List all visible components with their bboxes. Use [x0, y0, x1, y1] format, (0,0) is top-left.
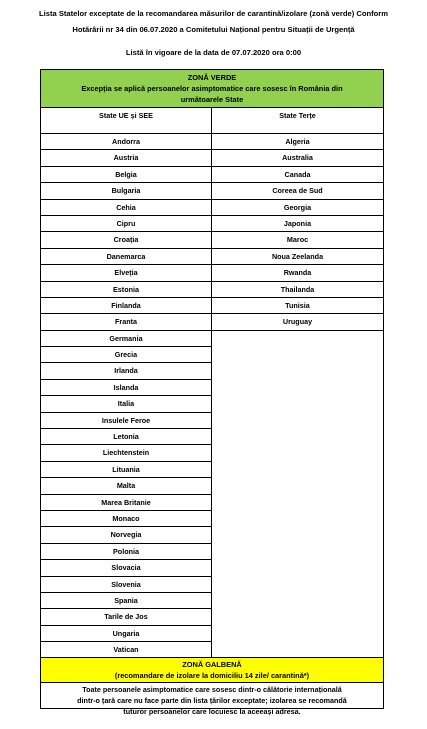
eu-country-cell: Liechtenstein [41, 445, 211, 461]
third-country-cell: Noua Zeelanda [212, 249, 383, 265]
eu-country-cell: Bulgaria [41, 183, 211, 199]
eu-country-cell: Malta [41, 478, 211, 494]
eu-country-cell: Cipru [41, 216, 211, 232]
eu-country-cell: Grecia [41, 347, 211, 363]
validity-subtitle: Listă în vigoare de la data de 07.07.2020 ora 0:00 [125, 48, 302, 57]
eu-country-cell: Andorra [41, 134, 211, 150]
eu-country-cell: Cehia [41, 200, 211, 216]
green-zone-header [41, 70, 383, 108]
eu-country-cell: Lituania [41, 462, 211, 478]
third-country-cell: Algeria [212, 134, 383, 150]
note-line-1: Toate persoanele asimptomatice care sosesc dintr-o călătorie internațională [82, 685, 342, 694]
header-gap [212, 124, 383, 134]
eu-country-cell: Insulele Feroe [41, 413, 211, 429]
eu-country-cell: Monaco [41, 511, 211, 527]
eu-country-cell: Belgia [41, 167, 211, 183]
yellow-zone-header [41, 657, 383, 683]
title-line-2: Hotărârii nr 34 din 06.07.2020 a Comitetului Național pentru Situații de Urgență [72, 25, 355, 34]
eu-country-cell: Slovenia [41, 577, 211, 593]
third-country-cell: Canada [212, 167, 383, 183]
note-line-2: dintr-o țară care nu face parte din lista țărilor exceptate; izolarea se recomandă [77, 695, 347, 705]
third-country-cell: Australia [212, 150, 383, 166]
eu-column-header: State UE și SEE [99, 111, 153, 120]
eu-country-cell: Estonia [41, 282, 211, 298]
eu-country-cell: Tarile de Jos [41, 609, 211, 625]
eu-country-cell: Letonia [41, 429, 211, 445]
third-country-cell: Japonia [212, 216, 383, 232]
eu-country-cell: Vatican [113, 645, 139, 655]
eu-country-cell: Norvegia [41, 527, 211, 543]
eu-country-cell: Spania [41, 593, 211, 609]
eu-country-cell: Germania [41, 331, 211, 347]
title-line-1: Lista Statelor exceptate de la recomandarea măsurilor de carantină/izolare (zonă verde) Conform [38, 9, 388, 18]
green-zone-description: Excepția se aplică persoanelor asimptomatice care sosesc în România din [81, 84, 343, 93]
header-gap [41, 124, 211, 134]
yellow-zone-subtitle: (recomandare de izolare la domiciliu 14 zile/ carantină*) [114, 671, 310, 680]
eu-country-cell: Polonia [41, 544, 211, 560]
note-line-3: tuturor persoanelor care locuiesc la aceeași adresa. [123, 706, 301, 716]
eu-country-cell: Irlanda [41, 363, 211, 379]
eu-country-cell: Marea Britanie [41, 495, 211, 511]
third-country-cell: Uruguay [212, 314, 383, 330]
third-countries-column [212, 108, 383, 331]
third-country-cell: Coreea de Sud [212, 183, 383, 199]
third-country-cell: Rwanda [212, 265, 383, 281]
yellow-zone-note [41, 683, 383, 716]
eu-country-cell: Croația [41, 232, 211, 248]
country-columns [41, 108, 383, 656]
eu-country-cell: Franta [41, 314, 211, 330]
eu-country-cell: Austria [41, 150, 211, 166]
third-countries-column-header: State Terțe [279, 111, 316, 120]
third-country-cell: Maroc [212, 232, 383, 248]
yellow-zone-title: ZONĂ GALBENĂ [182, 660, 242, 669]
green-zone-title: ZONĂ VERDE [187, 73, 237, 82]
eu-country-cell: Finlanda [41, 298, 211, 314]
third-country-cell: Georgia [212, 200, 383, 216]
eu-column [41, 108, 212, 659]
third-country-cell: Thailanda [212, 282, 383, 298]
eu-country-cell: Islanda [41, 380, 211, 396]
document-title [0, 6, 427, 38]
eu-country-cell: Slovacia [41, 560, 211, 576]
green-zone-description-cont: următoarele State [180, 95, 244, 104]
country-table [40, 69, 384, 716]
eu-country-cell: Elveția [41, 265, 211, 281]
eu-country-cell: Ungaria [41, 626, 211, 642]
eu-country-cell: Italia [41, 396, 211, 412]
third-country-cell: Tunisia [212, 298, 383, 314]
eu-country-cell: Danemarca [41, 249, 211, 265]
